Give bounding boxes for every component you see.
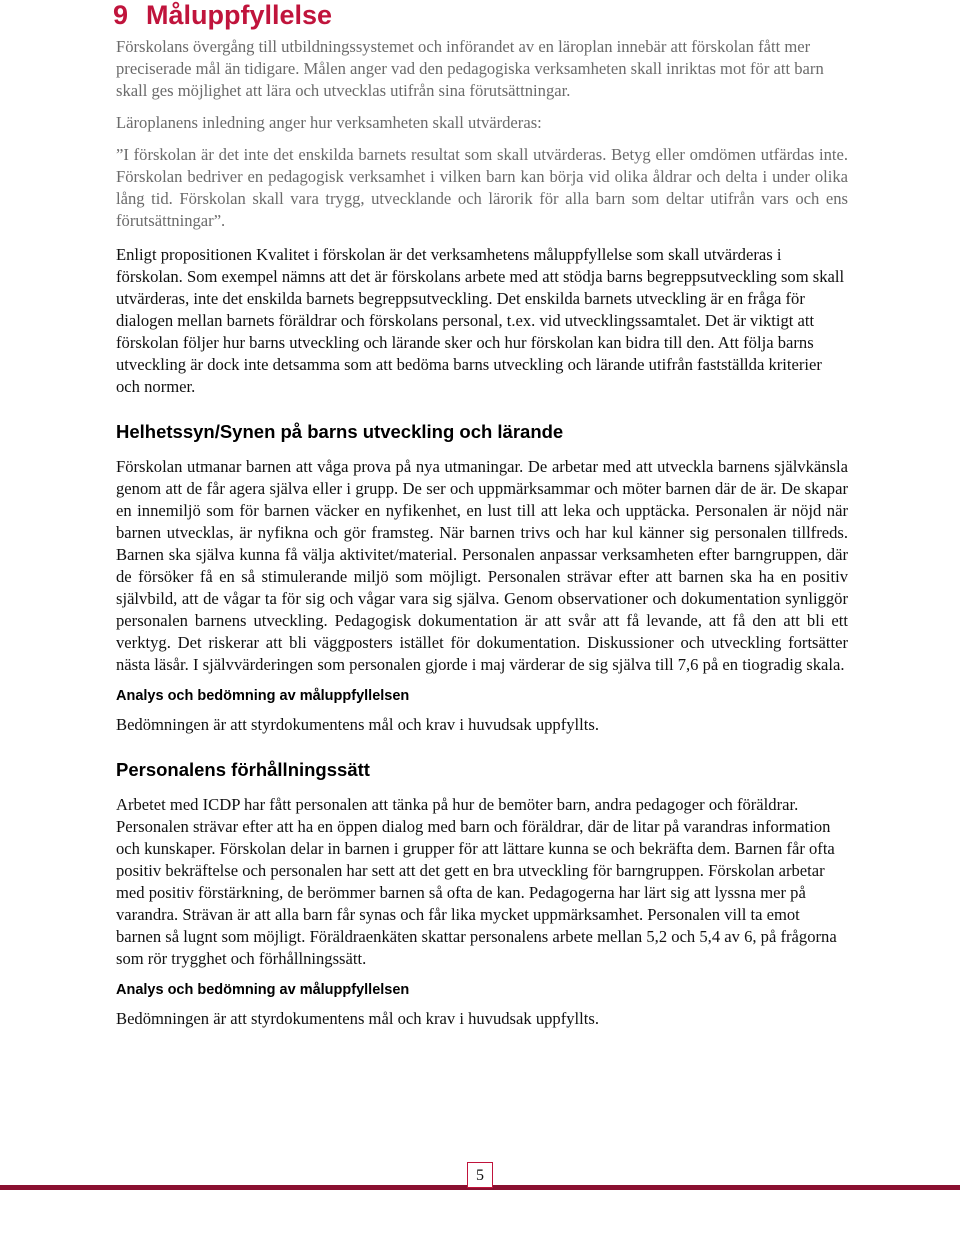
section-body-staff: Arbetet med ICDP har fått personalen att tänka på hur de bemöter barn, andra pedagoger och föräldrar. Personalen strävar efter att ha en öppen dialog med barn och föräldrar, där de litar på varandras information och kunskaper. Förskolan delar in barnen i grupper för att lättare kunna se och bekräfta dem. Barnen får ofta positiv bekräftelse och personalen har sett att det gett en bra utveckling för barngruppen. Förskolan arbetar med positiv förstärkning, de berömmer barnen så ofta de kan. Pedagogerna har lärt sig att lyssna mer på varandra. Strävan är att alla barn får synas och får lika mycket uppmärksamhet. Personalen vill ta emot barnen så lugnt som möjligt. Föräldraenkäten skattar personalens arbete mellan 5,2 och 5,4 av 6, på frågorna som rör trygghet och förhållningssätt. xyxy=(116,795,837,968)
curriculum-quote: ”I förskolan är det inte det enskilda barnets resultat som skall utvärderas. Betyg eller omdömen utfärdas inte. Förskolan bedriver en pedagogisk verksamhet i vilken barn kan börja vid olika åldrar och delta i under olika lång tid. Förskolan skall vara trygg, utvecklande och lärorik för alla barn som deltar utifrån vars och ens förutsättningar”. xyxy=(116,145,848,230)
page-number: 5 xyxy=(476,1167,484,1184)
intro-paragraph: Förskolans övergång till utbildningssystemet och införandet av en läroplan innebär att förskolan fått mer preciserade mål än tidigare. Målen anger vad den pedagogiska verksamheten skall inriktas mot för att barn skall ges möjlighet att lära och utvecklas utifrån sina förutsättningar. xyxy=(116,37,824,100)
page-number-box xyxy=(467,1162,493,1188)
document-body xyxy=(116,36,848,1040)
heading-number: 9 xyxy=(113,0,129,30)
assessment-heading-2: Analys och bedömning av måluppfyllelsen xyxy=(116,982,410,998)
assessment-text-1: Bedömningen är att styrdokumentens mål och krav i huvudsak uppfyllts. xyxy=(116,715,599,734)
proposition-paragraph: Enligt propositionen Kvalitet i förskolan är det verksamhetens måluppfyllelse som skall utvärderas i förskolan. Som exempel nämns att det är förskolans arbete med att stödja barns begreppsutveckling som skall utvärderas, inte det enskilda barnets begreppsutveckling. Det enskilda barnets utveckling är en fråga för dialogen mellan barnets föräldrar och förskolans personal, t.ex. vid utvecklingssamtalet. Det är viktigt att förskolan följer hur barns utveckling och lärande sker och hur förskolan kan bidra till den. Att följa barns utveckling är dock inte detsamma som att bedöma barns utveckling och lärande utifrån fastställda kriterier och normer. xyxy=(116,245,845,396)
section-heading-holistic: Helhetssyn/Synen på barns utveckling och lärande xyxy=(116,421,564,442)
intro-evaluation-paragraph: Läroplanens inledning anger hur verksamheten skall utvärderas: xyxy=(116,113,542,132)
section-body-holistic: Förskolan utmanar barnen att våga prova på nya utmaningar. De arbetar med att utveckla barnens självkänsla genom att de får agera själva eller i grupp. De ser och uppmärksammar och möter barnen där de är. De skapar en innemiljö som för barnen väcker en nyfikenhet, en lust till att leka och upptäcka. Personalen är nöjd när barnen utvecklas, är nyfikna och gör framsteg. När barnen trivs och har kul känner sig personalen tillfreds. Barnen ska själva kunna få välja aktivitet/material. Personalen anpassar verksamheten efter barngruppen, där de försöker få en så stimulerande miljö som möjligt. Personalen strävar efter att barnen ska ha en positiv självbild, att de vågar ta för sig och vågar vara sig själva. Genom observationer och dokumentation synliggör personalen barnens utveckling. Pedagogisk dokumentation är att svår att få levande, att få den att bli ett verktyg. Det riskerar att bli väggposters istället för dokumentation. Diskussioner och utveckling fortsätter nästa läsår. I självvärderingen som personalen gjorde i maj värderar de sig själva till 7,6 på en tiogradig skala. xyxy=(116,457,848,674)
page-heading xyxy=(113,0,913,30)
assessment-heading-1: Analys och bedömning av måluppfyllelsen xyxy=(116,688,410,704)
heading-title: Måluppfyllelse xyxy=(146,0,333,30)
section-heading-staff: Personalens förhållningssätt xyxy=(116,759,370,780)
assessment-text-2: Bedömningen är att styrdokumentens mål och krav i huvudsak uppfyllts. xyxy=(116,1009,599,1028)
